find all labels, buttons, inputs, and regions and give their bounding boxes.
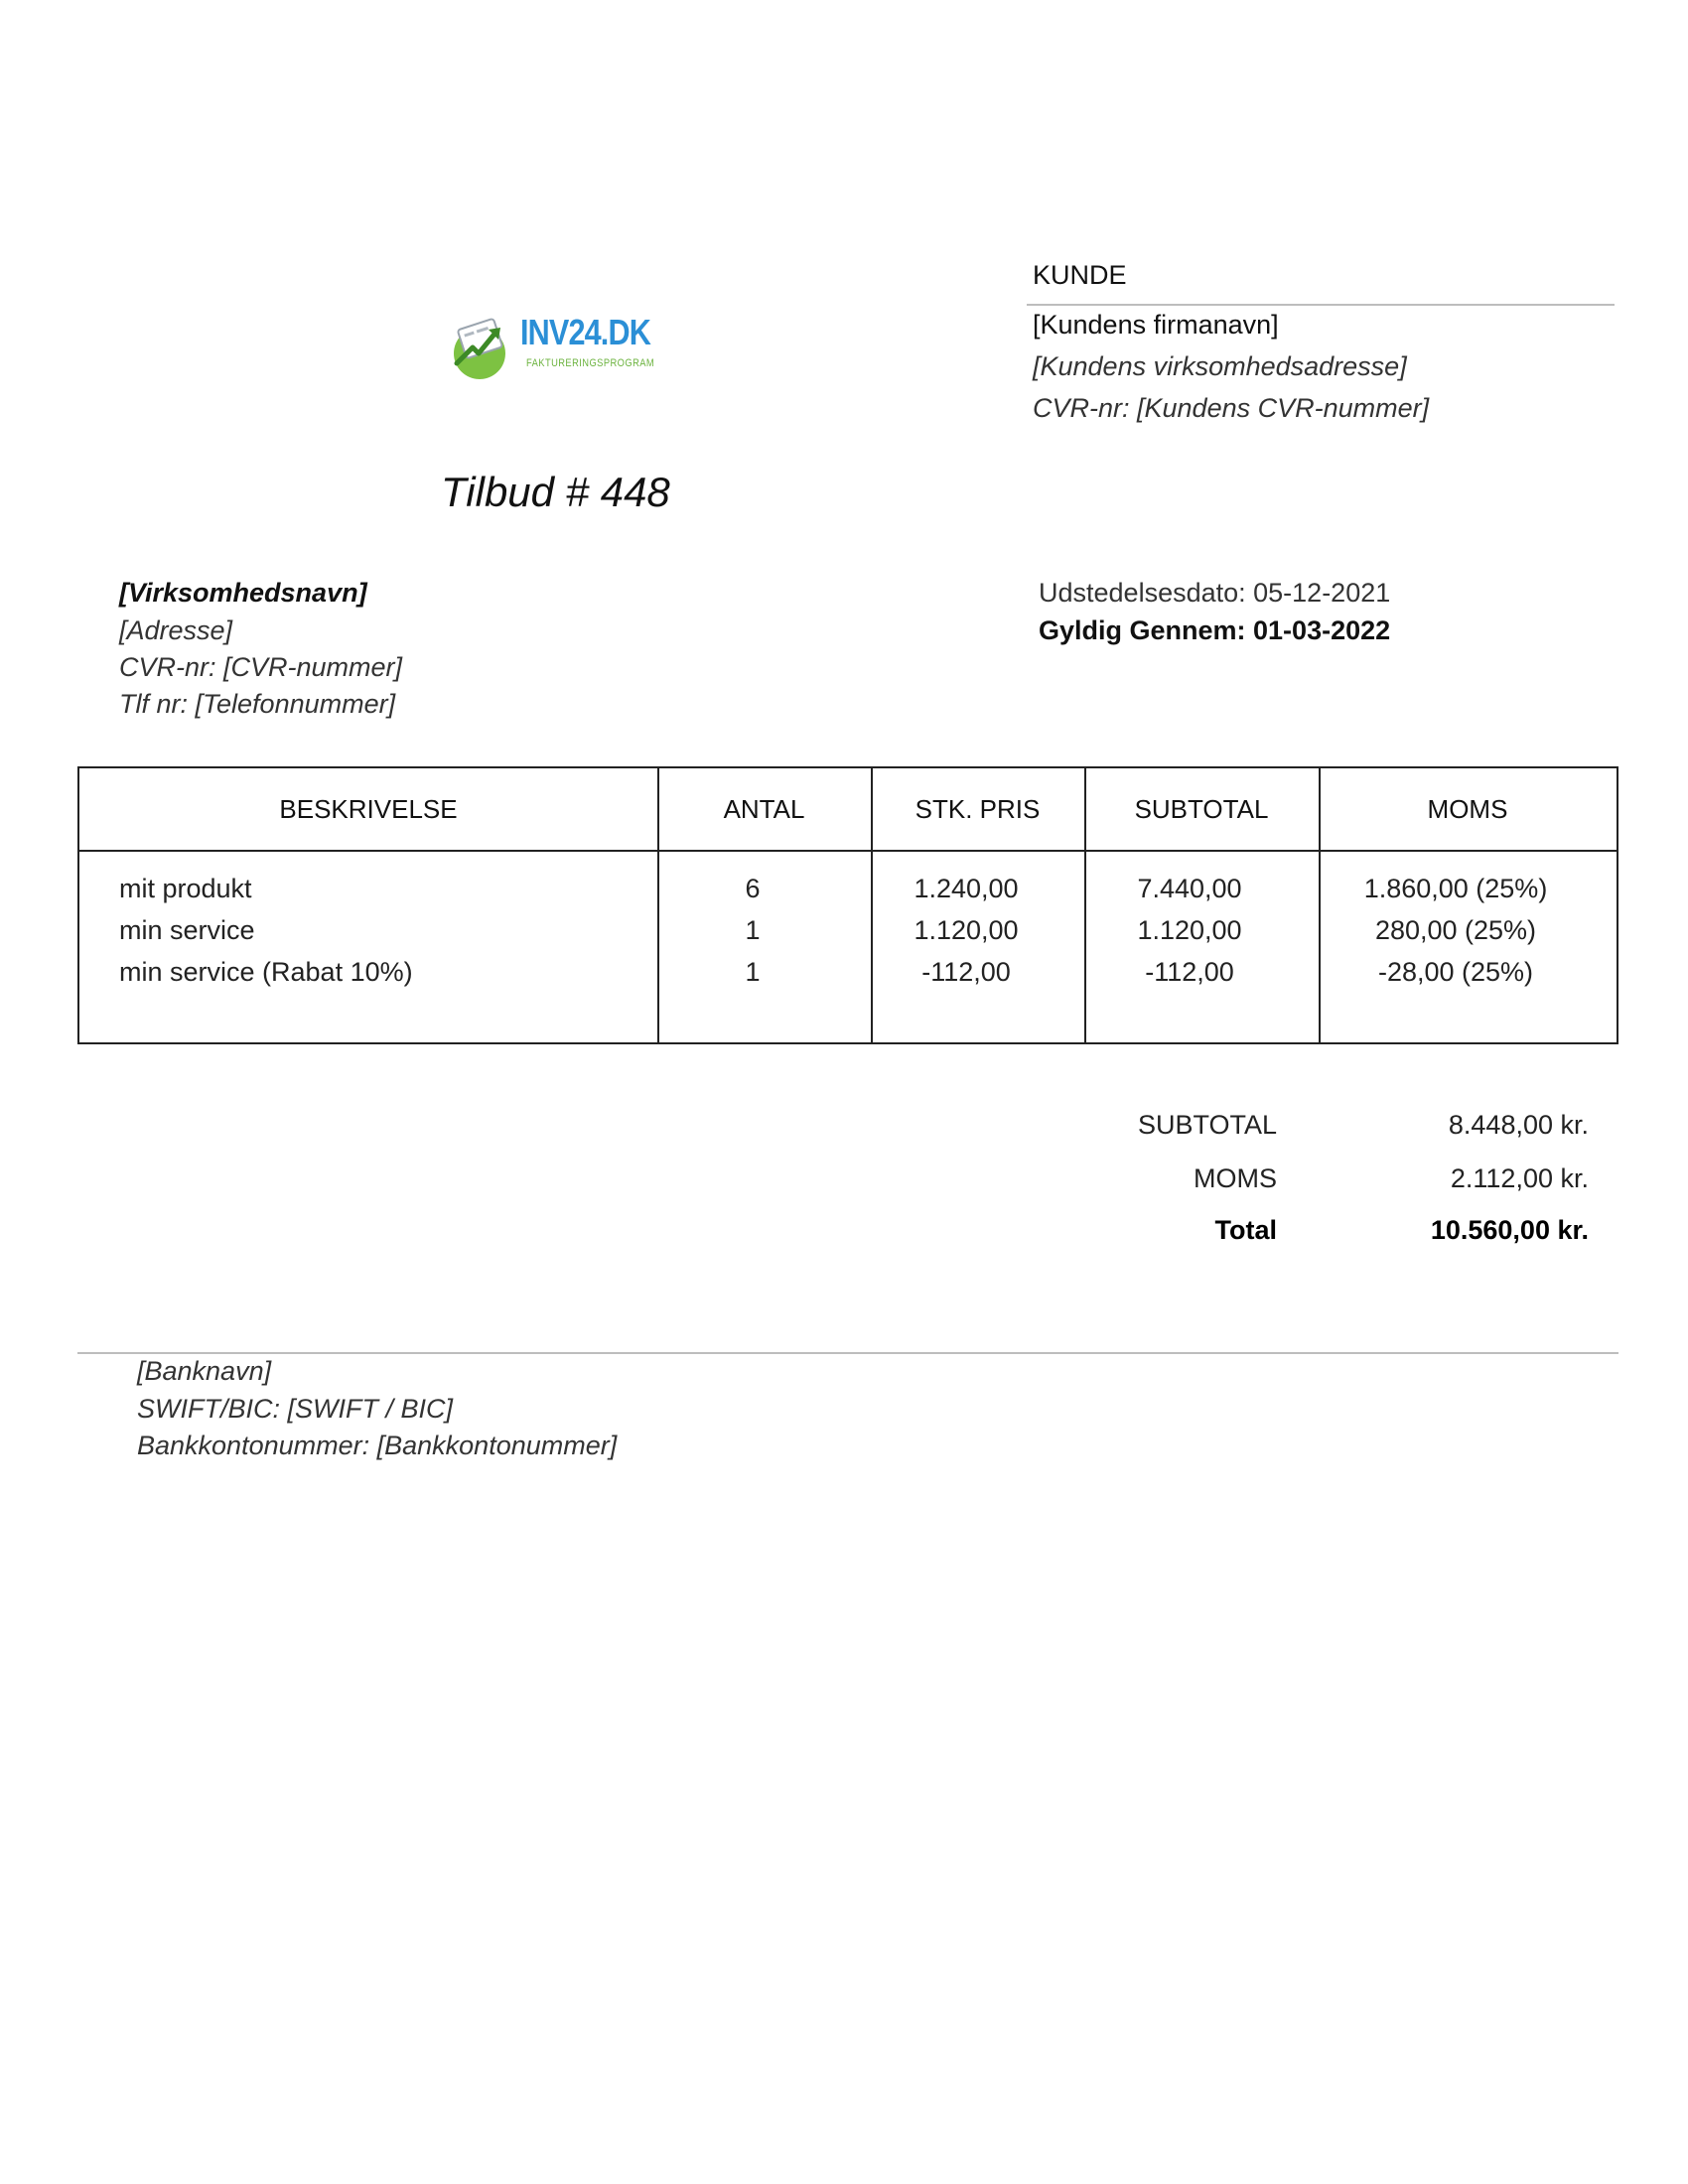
customer-heading: KUNDE [1033,260,1127,290]
row-vat: 280,00 (25%) [1374,915,1537,945]
row-description: min service (Rabat 10%) [119,957,413,987]
row-quantity: 1 [745,915,761,945]
customer-address: [Kundens virksomhedsadresse] [1033,351,1407,381]
header-vat: MOMS [1427,794,1508,824]
sender-cvr: CVR-nr: [CVR-nummer] [119,652,403,682]
header-quantity: ANTAL [723,794,805,824]
customer-divider [1027,304,1615,306]
logo-brand: INV24.DK [520,312,650,352]
bank-account: Bankkontonummer: [Bankkontonummer] [137,1431,618,1460]
company-logo [447,310,655,385]
total-label: Total [1214,1215,1277,1245]
header-subtotal: SUBTOTAL [1134,794,1269,824]
bank-swift: SWIFT/BIC: [SWIFT / BIC] [137,1394,453,1424]
row-unit-price: 1.240,00 [914,874,1019,903]
row-unit-price: 1.120,00 [914,915,1019,945]
header-description: BESKRIVELSE [279,794,458,824]
vat-value: 2.112,00 kr. [1450,1163,1589,1193]
subtotal-value: 8.448,00 kr. [1448,1110,1589,1140]
logo-mark-icon [447,314,516,383]
row-subtotal: 1.120,00 [1137,915,1242,945]
row-subtotal: -112,00 [1145,957,1234,987]
vat-label: MOMS [1194,1163,1277,1193]
sender-address: [Adresse] [119,615,233,645]
sender-name: [Virksomhedsnavn] [119,578,367,608]
total-value: 10.560,00 kr. [1430,1215,1589,1245]
sender-phone: Tlf nr: [Telefonnummer] [119,689,396,719]
row-quantity: 6 [745,874,761,903]
valid-until-date: Gyldig Gennem: 01-03-2022 [1039,615,1391,645]
issue-date: Udstedelsesdato: 05-12-2021 [1039,578,1391,608]
items-table [77,766,1618,1044]
row-vat: -28,00 (25%) [1377,957,1534,987]
header-unit-price: STK. PRIS [914,794,1041,824]
logo-tagline: FAKTURERINGSPROGRAM [526,357,655,369]
customer-cvr: CVR-nr: [Kundens CVR-nummer] [1033,393,1430,423]
row-vat: 1.860,00 (25%) [1363,874,1548,903]
row-description: min service [119,915,255,945]
row-quantity: 1 [745,957,761,987]
subtotal-label: SUBTOTAL [1137,1110,1277,1140]
bank-name: [Banknavn] [137,1356,272,1386]
row-description: mit produkt [119,874,252,903]
row-subtotal: 7.440,00 [1137,874,1242,903]
document-title: Tilbud # 448 [441,469,670,515]
customer-name: [Kundens firmanavn] [1033,310,1279,340]
row-unit-price: -112,00 [921,957,1011,987]
bank-divider [77,1352,1618,1354]
